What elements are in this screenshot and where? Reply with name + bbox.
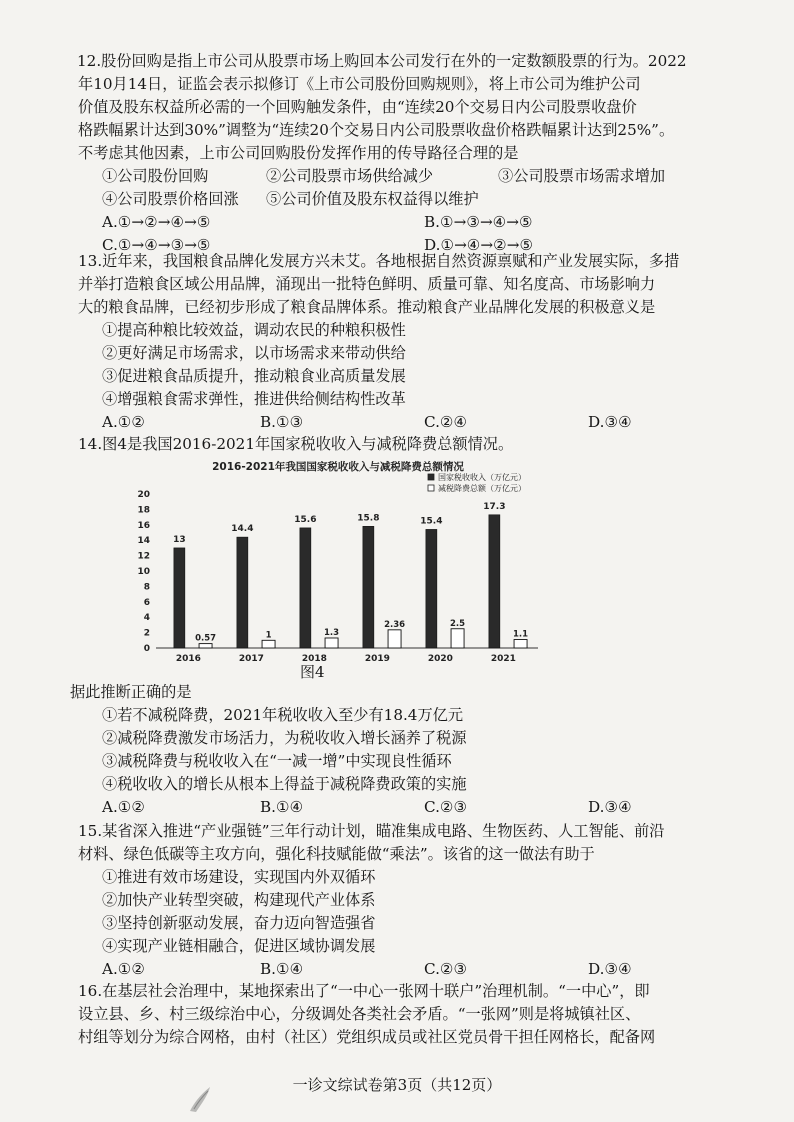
q13-line: 并举打造粮食区域公用品牌，涌现出一批特色鲜明、质量可靠、知名度高、市场影响力	[78, 275, 656, 293]
bar-label-tax-cut: 0.57	[195, 633, 217, 644]
bar-tax-revenue	[363, 526, 374, 648]
y-tick-label: 4	[143, 613, 150, 624]
q13-option-a[interactable]: A.①②	[102, 413, 146, 431]
q16-line: 村组等划分为综合网格，由村（社区）党组织成员或社区党员骨干担任网格长，配备网	[78, 1028, 656, 1046]
bar-label-tax-cut: 2.5	[450, 618, 466, 629]
q12-line: 格跌幅累计达到30%”调整为“连续20个交易日内公司股票收盘价格跌幅累计达到25%”。	[78, 121, 675, 139]
q12-line: 12.股份回购是指上市公司从股票市场上购回本公司发行在外的一定数额股票的行为。2022	[77, 52, 687, 70]
q12-items-row	[78, 165, 718, 188]
q12-option-c[interactable]: C.①→④→③→⑤	[102, 236, 211, 254]
chart-title: 2016-2021年我国国家税收收入与减税降费总额情况	[212, 461, 464, 473]
x-tick-label: 2017	[238, 654, 264, 664]
scan-smudge-mark	[188, 1085, 214, 1113]
q15-line: 15.某省深入推进“产业强链”三年行动计划，瞄准集成电路、生物医药、人工智能、前沿	[78, 822, 665, 840]
y-tick-label: 16	[137, 520, 150, 531]
bar-label-tax-revenue: 14.4	[231, 524, 254, 535]
y-tick-label: 2	[143, 628, 150, 639]
q15-option-d[interactable]: D.③④	[588, 960, 632, 978]
q12-item: ④公司股票价格回涨	[102, 190, 239, 208]
q12-option-b[interactable]: B.①→③→④→⑤	[424, 213, 533, 231]
question-14-body	[70, 681, 718, 819]
legend-swatch	[428, 485, 434, 491]
q12-item: ①公司股份回购	[102, 167, 209, 185]
q15-item: ④实现产业链相融合，促进区域协调发展	[102, 937, 376, 955]
bar-tax-revenue	[237, 537, 248, 648]
bar-label-tax-revenue: 15.6	[294, 514, 317, 525]
q16-line: 16.在基层社会治理中，某地探索出了“一中心一张网十联户”治理机制。“一中心”，即	[78, 982, 650, 1000]
q14-intro: 14.图4是我国2016-2021年国家税收收入与减税降费总额情况。	[78, 435, 514, 453]
bar-label-tax-revenue: 15.8	[357, 513, 380, 524]
q14-options-row	[78, 796, 718, 819]
y-tick-label: 6	[143, 597, 150, 608]
q12-line: 年10月14日，证监会表示拟修订《上市公司股份回购规则》，将上市公司为维护公司	[78, 75, 641, 93]
y-tick-label: 18	[137, 505, 150, 516]
q12-option-d[interactable]: D.①→④→②→⑤	[424, 236, 534, 254]
q12-item: ②公司股票市场供给减少	[266, 167, 434, 185]
question-12	[78, 50, 718, 257]
q13-item: ②更好满足市场需求，以市场需求来带动供给	[102, 344, 406, 362]
q14-option-b[interactable]: B.①④	[260, 798, 304, 816]
bar-tax-cut	[514, 640, 527, 648]
page-footer: 一诊文综试卷第3页（共12页）	[292, 1076, 502, 1094]
bar-label-tax-cut: 1.1	[513, 629, 529, 640]
question-15	[78, 820, 718, 981]
q14-option-a[interactable]: A.①②	[102, 798, 146, 816]
bar-tax-revenue	[489, 515, 500, 648]
question-16	[78, 980, 718, 1049]
q12-items-row	[78, 188, 718, 211]
bar-tax-cut	[199, 644, 212, 648]
q14-option-c[interactable]: C.②③	[424, 798, 468, 816]
bar-label-tax-cut: 1	[265, 630, 272, 641]
q13-option-d[interactable]: D.③④	[588, 413, 632, 431]
q13-option-c[interactable]: C.②④	[424, 413, 468, 431]
q15-item: ③坚持创新驱动发展，奋力迈向智造强省	[102, 914, 376, 932]
q14-item: ②减税降费激发市场活力，为税收收入增长涵养了税源	[102, 729, 467, 747]
q16-line: 设立县、乡、村三级综治中心，分级调处各类社会矛盾。“一张网”则是将城镇社区、	[78, 1005, 641, 1023]
bar-label-tax-revenue: 13	[173, 534, 186, 545]
q12-line: 不考虑其他因素，上市公司回购股份发挥作用的传导路径合理的是	[78, 144, 519, 162]
q14-item: ①若不减税降费，2021年税收收入至少有18.4万亿元	[102, 706, 464, 724]
q13-line: 13.近年来，我国粮食品牌化发展方兴未艾。各地根据自然资源禀赋和产业发展实际，多措	[78, 252, 680, 270]
question-14	[78, 433, 718, 456]
q15-line: 材料、绿色低碳等主攻方向，强化科技赋能做“乘法”。该省的这一做法有助于	[78, 845, 595, 863]
x-tick-label: 2020	[427, 654, 453, 664]
q12-options-row	[78, 211, 718, 234]
q13-item: ③促进粮食品质提升，推动粮食业高质量发展	[102, 367, 406, 385]
bar-label-tax-cut: 2.36	[384, 619, 406, 630]
y-tick-label: 8	[143, 582, 150, 593]
q15-option-b[interactable]: B.①④	[260, 960, 304, 978]
q12-option-a[interactable]: A.①→②→④→⑤	[102, 213, 211, 231]
q15-options-row	[78, 958, 718, 981]
bar-tax-cut	[388, 630, 401, 648]
q15-item: ②加快产业转型突破，构建现代产业体系	[102, 891, 376, 909]
q12-item: ③公司股票市场需求增加	[498, 167, 666, 185]
bar-tax-cut	[451, 629, 464, 648]
bar-tax-cut	[325, 638, 338, 648]
q15-item: ①推进有效市场建设，实现国内外双循环	[102, 868, 376, 886]
bar-tax-revenue	[426, 529, 437, 648]
x-tick-label: 2021	[490, 654, 516, 664]
q15-option-c[interactable]: C.②③	[424, 960, 468, 978]
bar-tax-revenue	[174, 548, 185, 648]
q14-item: ④税收收入的增长从根本上得益于减税降费政策的实施	[102, 775, 467, 793]
y-tick-label: 14	[137, 536, 150, 547]
y-tick-label: 12	[137, 551, 150, 562]
y-tick-label: 20	[137, 490, 150, 500]
q14-lead: 据此推断正确的是	[70, 683, 192, 701]
question-13	[78, 250, 718, 434]
bar-label-tax-cut: 1.3	[324, 627, 340, 638]
x-tick-label: 2016	[175, 654, 201, 664]
q13-item: ④增强粮食需求弹性，推进供给侧结构性改革	[102, 390, 406, 408]
bar-tax-cut	[262, 640, 275, 648]
x-tick-label: 2018	[301, 654, 327, 664]
x-tick-label: 2019	[364, 654, 390, 664]
figure-caption: 图4	[300, 663, 325, 681]
q15-option-a[interactable]: A.①②	[102, 960, 146, 978]
q13-line: 大的粮食品牌，已经初步形成了粮食品牌体系。推动粮食产业品牌化发展的积极意义是	[78, 298, 656, 316]
q14-item: ③减税降费与税收收入在“一减一增”中实现良性循环	[102, 752, 452, 770]
q13-options-row	[78, 411, 718, 434]
bar-tax-revenue	[300, 528, 311, 648]
tax-bar-chart	[128, 458, 568, 666]
legend-label: 减税降费总额（万亿元）	[438, 484, 526, 493]
q12-line: 价值及股东权益所必需的一个回购触发条件，由“连续20个交易日内公司股票收盘价	[78, 98, 637, 116]
legend-label: 国家税收收入（万亿元）	[438, 473, 526, 482]
legend-swatch	[428, 474, 434, 480]
q13-item: ①提高种粮比较效益，调动农民的种粮积极性	[102, 321, 406, 339]
y-tick-label: 10	[137, 567, 150, 577]
bar-label-tax-revenue: 15.4	[420, 516, 443, 527]
q14-option-d[interactable]: D.③④	[588, 798, 632, 816]
y-tick-label: 0	[143, 644, 150, 654]
bar-label-tax-revenue: 17.3	[483, 501, 506, 512]
q12-item: ⑤公司价值及股东权益得以维护	[266, 190, 479, 208]
q13-option-b[interactable]: B.①③	[260, 413, 304, 431]
